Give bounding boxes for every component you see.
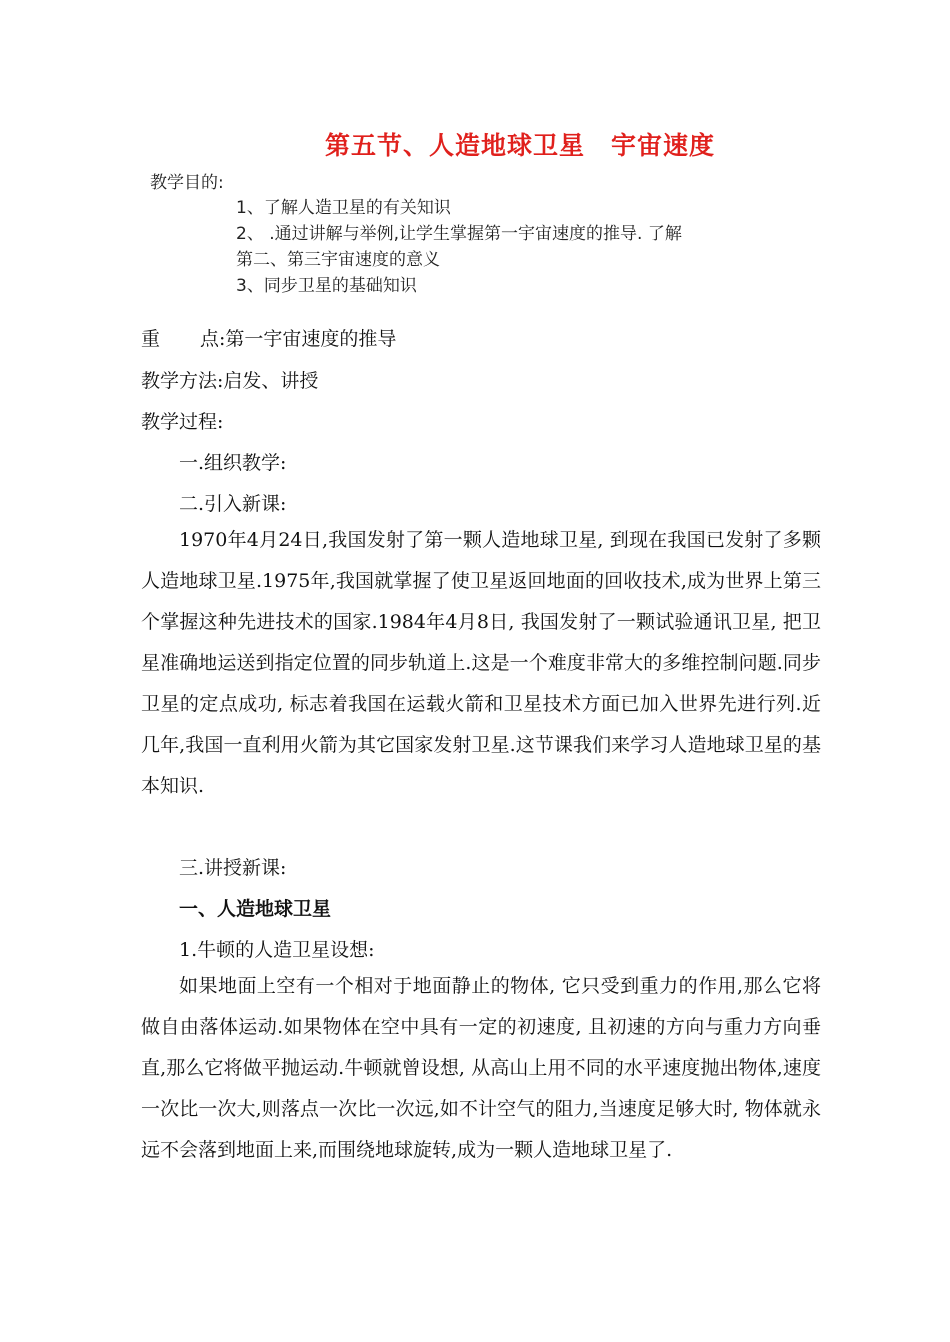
step-introduce: 二.引入新课: [179,493,287,515]
objectives-heading: 教学目的: [150,173,224,193]
page-title: 第五节、人造地球卫星 宇宙速度 [324,131,715,160]
step-organize: 一.组织教学: [179,452,287,474]
key-point-label-b: 点 [200,328,220,350]
step-teach: 三.讲授新课: [179,857,287,879]
section-heading: 一、人造地球卫星 [179,898,332,920]
key-point-label-a: 重 [141,328,161,350]
teaching-process: 教学过程: [141,411,224,433]
newton-paragraph: 如果地面上空有一个相对于地面静止的物体, 它只受到重力的作用,那么它将做自由落体运动.如果物体在空中具有一定的初速度, 且初速的方向与重力方向垂直,那么它将做平抛运动.牛顿就曾设想, 从高山上用不同的水平速度抛出物体,速度一次比一次大,则落点一次比一次远,如不计空气的阻力,当速度足够大时, 物体就永远不会落到地面上来,而围绕地球旋转,成为一颗人造地球卫星了. [141,975,821,1161]
subsection-heading: 1.牛顿的人造卫星设想: [179,939,375,961]
objective-item-2: 2、 .通过讲解与举例,让学生掌握第一宇宙速度的推导. 了解 [236,224,682,244]
key-point-text: :第一宇宙速度的推导 [219,328,397,350]
objective-item-1: 1、了解人造卫星的有关知识 [236,198,451,218]
key-point [141,324,396,351]
objective-item-2-continued: 第二、第三宇宙速度的意义 [236,250,440,270]
objective-item-3: 3、同步卫星的基础知识 [236,276,417,296]
intro-paragraph: 1970年4月24日,我国发射了第一颗人造地球卫星, 到现在我国已发射了多颗人造地球卫星.1975年,我国就掌握了使卫星返回地面的回收技术,成为世界上第三个掌握这种先进技术的国家.1984年4月8日, 我国发射了一颗试验通讯卫星, 把卫星准确地运送到指定位置的同步轨道上.这是一个难度非常大的多维控制问题.同步卫星的定点成功, 标志着我国在运载火箭和卫星技术方面已加入世界先进行列.近几年,我国一直利用火箭为其它国家发射卫星.这节课我们来学习人造地球卫星的基本知识. [141,529,821,797]
teaching-method: 教学方法:启发、讲授 [141,370,319,392]
